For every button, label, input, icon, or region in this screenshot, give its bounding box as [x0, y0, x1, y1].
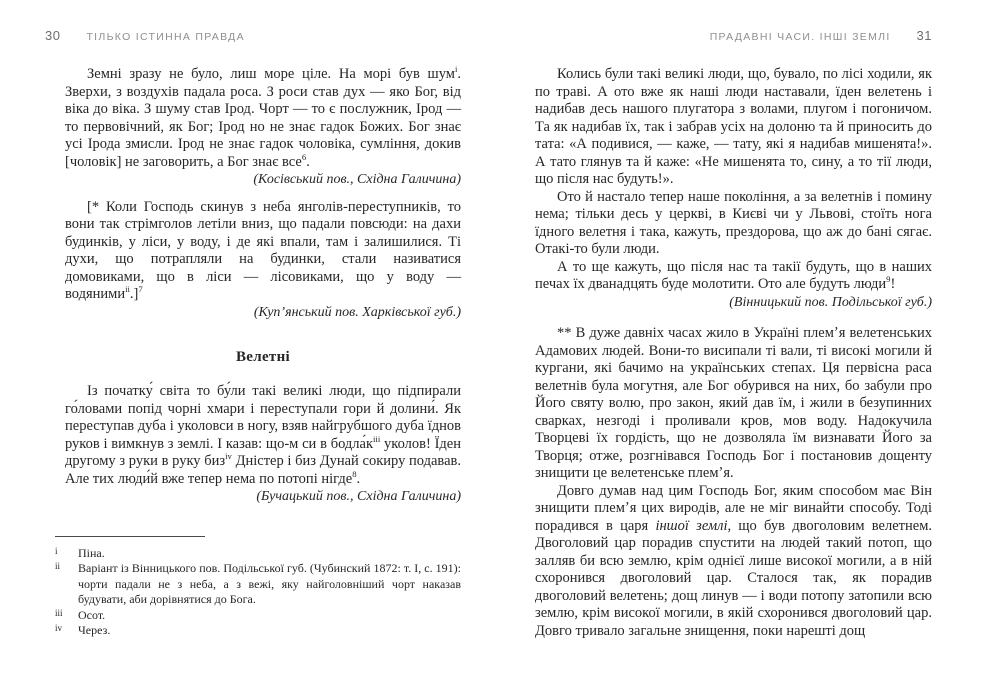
footnote [55, 546, 461, 562]
footnote-text: Через. [78, 623, 111, 637]
running-title-right: ПРАДАВНІ ЧАСИ. ІНШІ ЗЕМЛІ [709, 31, 891, 43]
text-block-right [535, 66, 932, 640]
paragraph-future-people: А то ще кажуть, що після нас та такії будуть, що в наших печах їх дванадцять буде молотити. Ото але будуть люди$^9$! [535, 258, 932, 292]
paragraph-fallen-angels: [* Коли Господь скинув з неба янголів-переступників, то вони так стрімголов летіли вниз, що падали повсюди: на дахи будинків, у ліси, у воду, і де які впали, там і залишилися. Ті духи, що потрапляли на будинки, стали називатися домовиками, що в ліси — лісовиками, що у воду — водяними$^{ii}$.]$^7$ [65, 198, 461, 302]
footnote-text: Варіант із Вінницького пов. Подільської губ. (Чубинский 1872: т. I, с. 191): чорти падали не з неба, а з вежі, яку найголовніший чорт наказав будувати, аби дорівнятися до Бога. [78, 561, 461, 606]
paragraph-giant-and-ploughman: Колись були такі великі люди, що, бувало, по лісі ходили, як по траві. А ото вже як наші люди наставали, їден велетень і надибав десь нашого плугатора з волами, плугом і погоничом. Та як надибав їх, так і забрав усіх на долоню та й приносить до тата: «А подивися, — каже, — тату, які я надибав мишенята!». А тато глянув та й каже: «Не мишенята то, сину, а то тії люди, що після нас будуть!». [535, 66, 932, 187]
source-attribution: (Бучацький пов., Східна Галичина) [256, 489, 461, 504]
footnote [55, 608, 461, 624]
footnote-text: Осот. [78, 607, 106, 622]
footnote-label: iii [55, 607, 63, 618]
footnote [55, 623, 461, 639]
footnote-text: Піна. [78, 545, 105, 560]
paragraph-giants: Із початку́ світа то бу́ли такі великі люди, що підпирали го́ловами попід чорні хмари і переступали гори й долини́. Як переступав дуба і уколовси в ногу, взяв найгрубшого дуба їднов руков і вимкнув з землі. І казав: що-м си в $бодла́к^{iii}$ уколов! Їден другому з руки в руку биз$^{iv}$ Дністер і биз Дунай сокиру подавав. Але тих люди́й вже тепер нема по потопі нігде$^8$. [65, 383, 461, 487]
section-heading-giants: Велетні [235, 349, 290, 365]
paragraph-two-headed-tsar: Довго думав над цим Господь Бог, яким способом має Він знищити племʼя цих виродів, але не міг винайти способу. Тоді порадився в царя іншої землі, що був двоголовим велетнем. Двоголовий цар порадив спустити на людей такий потоп, що залляв би всю землю, крім однієї лише високої могили, а в ній схоронився двоголовий цар. Сталося так, як порадив двоголовий велетень; дощ линув — і води потопу затопили всю землю, крім високої могили, в якій схоронився двоголовий цар. Довго тривало загальне знищення, поки нарешті дощ [535, 482, 932, 639]
source-attribution: (Вінницький пов. Подільської губ.) [729, 294, 932, 310]
footnote-label: i [55, 545, 58, 556]
footnotes-block [55, 536, 461, 639]
running-head-left [45, 28, 461, 42]
source-attribution: (Купʼянський пов. Харківської губ.) [253, 304, 461, 320]
page-number-right: 31 [916, 28, 932, 43]
page-number-left: 30 [45, 28, 61, 43]
footnote-label: ii [55, 561, 61, 571]
running-head-right [535, 28, 932, 42]
paragraph-creation: Земні зразу не було, лиш море ціле. На морі був шум$^i$. Зверхи, з воздухів падала роса. З роси став дух — яко Бог, від віка до віка. З шуму став Ірод. Чорт — то є послужник, Ірод — то первовічний, як Бог; Ірод но не знає гадок Божих. Бог знає усі Ірода змисли. Ірод не знає гадок чоловіка, сумління, докив [чоловік] не заговорить, а Бог знає все$^6$. [65, 64, 461, 170]
text-block-left [65, 66, 461, 506]
source-attribution: (Косівський пов., Східна Галичина) [253, 172, 461, 187]
footnote [55, 561, 461, 608]
running-title-left: ТІЛЬКО ІСТИННА ПРАВДА [86, 31, 245, 43]
paragraph-giant-leg: Ото й настало тепер наше покоління, а за велетнів і помину нема; тільки десь у церкві, в Києві чи у Львові, стоїть нога їдного велетня і така, кажуть, прездорова, що аж до бані сягає. Отакі-то були люди. [535, 188, 932, 257]
footnote-rule [55, 536, 205, 537]
page-right [495, 0, 990, 683]
footnote-label: iv [55, 623, 63, 633]
paragraph-adam-giants: ** В дуже давніх часах жило в Україні племʼя велетенських Адамових людей. Вони-то висипали ті вали, ті високі могили й кургани, які бачимо на українських степах. Ця первісна раса велетнів була могутня, але Бог обурився на них, бо забули про Його святу волю, про закон, який дав їм, і жили в безупинних сварках, незгоді і проливали кров, мов воду. Надокучила Творцеві їх гордість, що не дозволяла їм визнавати Його за Творця; отже, розгнівався Господь Бог і постановив дощенту знищити це велетенське племʼя. [535, 325, 932, 481]
page-left [0, 0, 495, 683]
